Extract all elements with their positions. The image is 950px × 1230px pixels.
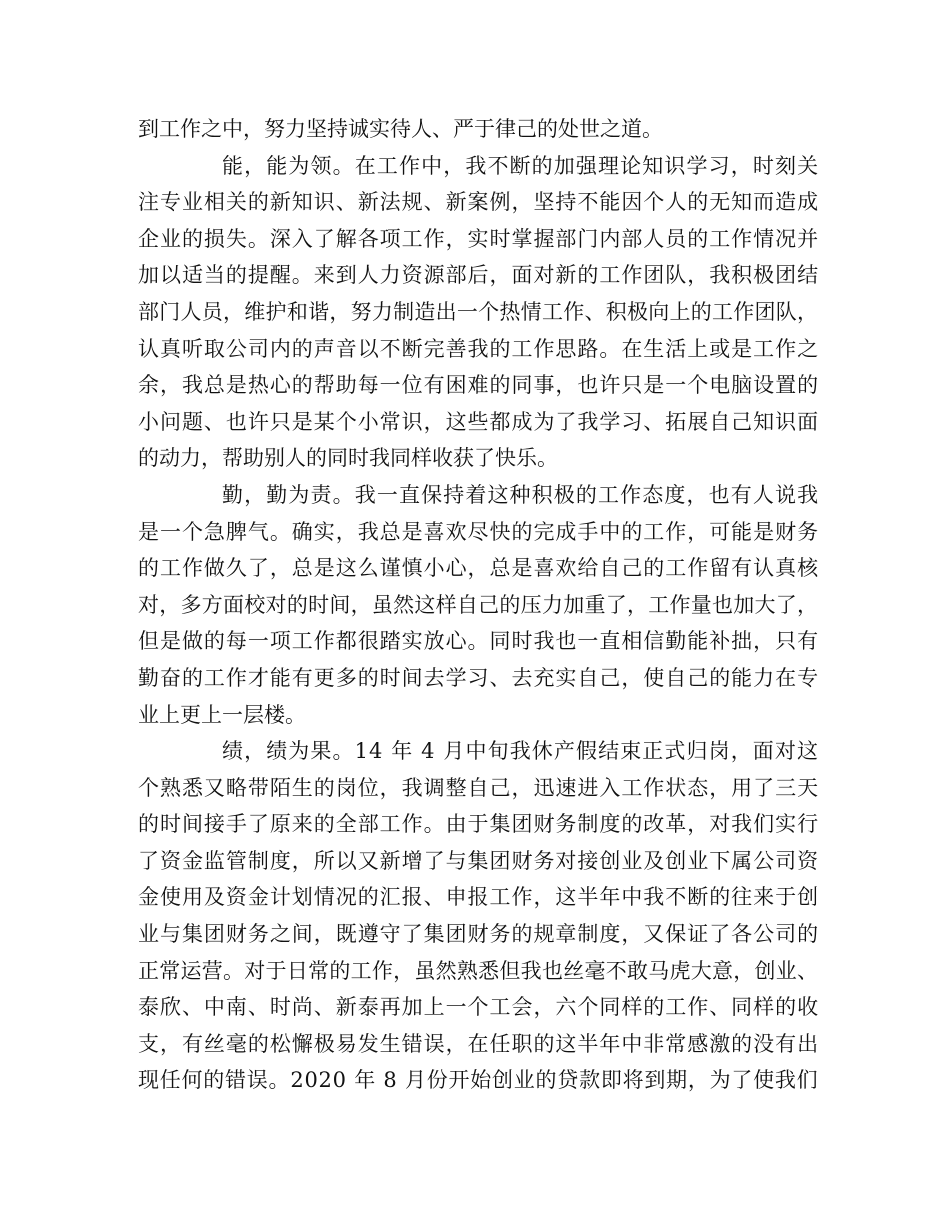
text-line: 的动力，帮助别人的同时我同样收获了快乐。: [138, 446, 558, 471]
text-line: 部门人员，维护和谐，努力制造出一个热情工作、积极向上的工作团队，: [138, 299, 819, 324]
text-line: 勤，勤为责。我一直保持着这种积极的工作态度，也有人说我: [222, 482, 820, 507]
text-line: 的工作做久了，总是这么谨慎小心，总是喜欢给自己的工作留有认真核: [138, 556, 820, 581]
text-line: 业上更上一层楼。: [138, 702, 306, 727]
text-line: 余，我总是热心的帮助每一位有困难的同事，也许只是一个电脑设置的: [138, 373, 820, 398]
text-line: 加以适当的提醒。来到人力资源部后，面对新的工作团队，我积极团结: [138, 263, 820, 288]
body-text: [138, 111, 818, 1099]
text-line: 注专业相关的新知识、新法规、新案例，坚持不能因个人的无知而造成: [138, 190, 820, 215]
text-line: 认真听取公司内的声音以不断完善我的工作思路。在生活上或是工作之: [138, 336, 820, 361]
text-line: 能，能为领。在工作中，我不断的加强理论知识学习，时刻关: [222, 153, 820, 178]
text-line: 对，多方面校对的时间，虽然这样自己的压力加重了，工作量也加大了，: [138, 592, 819, 617]
text-line: 业与集团财务之间，既遵守了集团财务的规章制度，又保证了各公司的: [138, 922, 820, 947]
text-line: 绩，绩为果。14 年 4 月中旬我休产假结束正式归岗，面对这: [222, 739, 820, 764]
text-line: 到工作之中，努力坚持诚实待人、严于律己的处世之道。: [138, 117, 663, 141]
text-line: 小问题、也许只是某个小常识，这些都成为了我学习、拓展自己知识面: [138, 409, 820, 434]
text-line: 现任何的错误。2020 年 8 月份开始创业的贷款即将到期，为了使我们: [138, 1068, 819, 1093]
text-line: 但是做的每一项工作都很踏实放心。同时我也一直相信勤能补拙，只有: [138, 629, 820, 654]
text-line: 企业的损失。深入了解各项工作，实时掌握部门内部人员的工作情况并: [138, 226, 820, 251]
text-line: 个熟悉又略带陌生的岗位，我调整自己，迅速进入工作状态，用了三天: [138, 775, 820, 800]
text-line: 金使用及资金计划情况的汇报、申报工作，这半年中我不断的往来于创: [138, 885, 820, 910]
text-line: 了资金监管制度，所以又新增了与集团财务对接创业及创业下属公司资: [138, 848, 820, 873]
text-line: 正常运营。对于日常的工作，虽然熟悉但我也丝毫不敢马虎大意，创业、: [138, 958, 819, 983]
text-line: 泰欣、中南、时尚、新泰再加上一个工会，六个同样的工作、同样的收: [138, 995, 820, 1020]
text-line: 勤奋的工作才能有更多的时间去学习、去充实自己，使自己的能力在专: [138, 665, 820, 690]
text-line: 支，有丝毫的松懈极易发生错误，在任职的这半年中非常感激的没有出: [138, 1031, 820, 1056]
text-line: 的时间接手了原来的全部工作。由于集团财务制度的改革，对我们实行: [138, 812, 820, 837]
text-line: 是一个急脾气。确实，我总是喜欢尽快的完成手中的工作，可能是财务: [138, 519, 820, 544]
